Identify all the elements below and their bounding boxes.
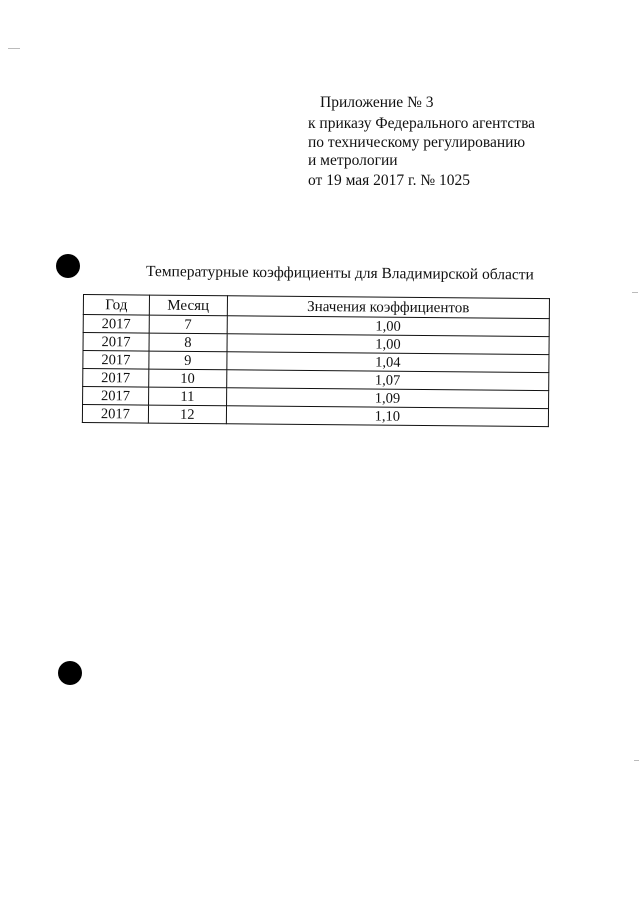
cell-month: 7 [149, 315, 227, 334]
cell-year: 2017 [82, 405, 148, 424]
cell-value: 1,00 [227, 316, 549, 337]
scan-edge-mark [632, 292, 638, 293]
punch-hole-mark [56, 254, 80, 278]
table-title: Температурные коэффициенты для Владимирской области [145, 263, 534, 284]
scan-edge-mark [634, 760, 639, 761]
scan-edge-mark [8, 48, 20, 49]
table-row [82, 405, 548, 427]
cell-value: 1,00 [227, 334, 549, 355]
order-date: от 19 мая 2017 г. № 1025 [308, 172, 471, 189]
appendix-number: Приложение № 3 [320, 94, 434, 111]
column-header-month: Месяц [149, 295, 227, 316]
cell-year: 2017 [83, 351, 149, 370]
cell-month: 8 [149, 333, 227, 352]
cell-month: 9 [149, 351, 227, 370]
cell-year: 2017 [83, 315, 149, 334]
cell-year: 2017 [83, 333, 149, 352]
cell-value: 1,04 [227, 352, 549, 373]
cell-value: 1,07 [226, 370, 548, 391]
cell-month: 11 [148, 387, 226, 406]
column-header-year: Год [83, 295, 149, 316]
cell-month: 10 [149, 369, 227, 388]
order-reference: к приказу Федерального агентства [308, 115, 536, 132]
agency-name-line: по техническому регулированию [308, 134, 526, 151]
cell-year: 2017 [83, 369, 149, 388]
cell-value: 1,10 [226, 406, 548, 427]
cell-year: 2017 [83, 387, 149, 406]
cell-month: 12 [148, 405, 226, 424]
cell-value: 1,09 [226, 388, 548, 409]
punch-hole-mark [58, 661, 82, 685]
column-header-value: Значения коэффициентов [227, 296, 549, 319]
coefficients-table [82, 294, 550, 427]
agency-name-line-end: и метрологии [308, 152, 398, 169]
